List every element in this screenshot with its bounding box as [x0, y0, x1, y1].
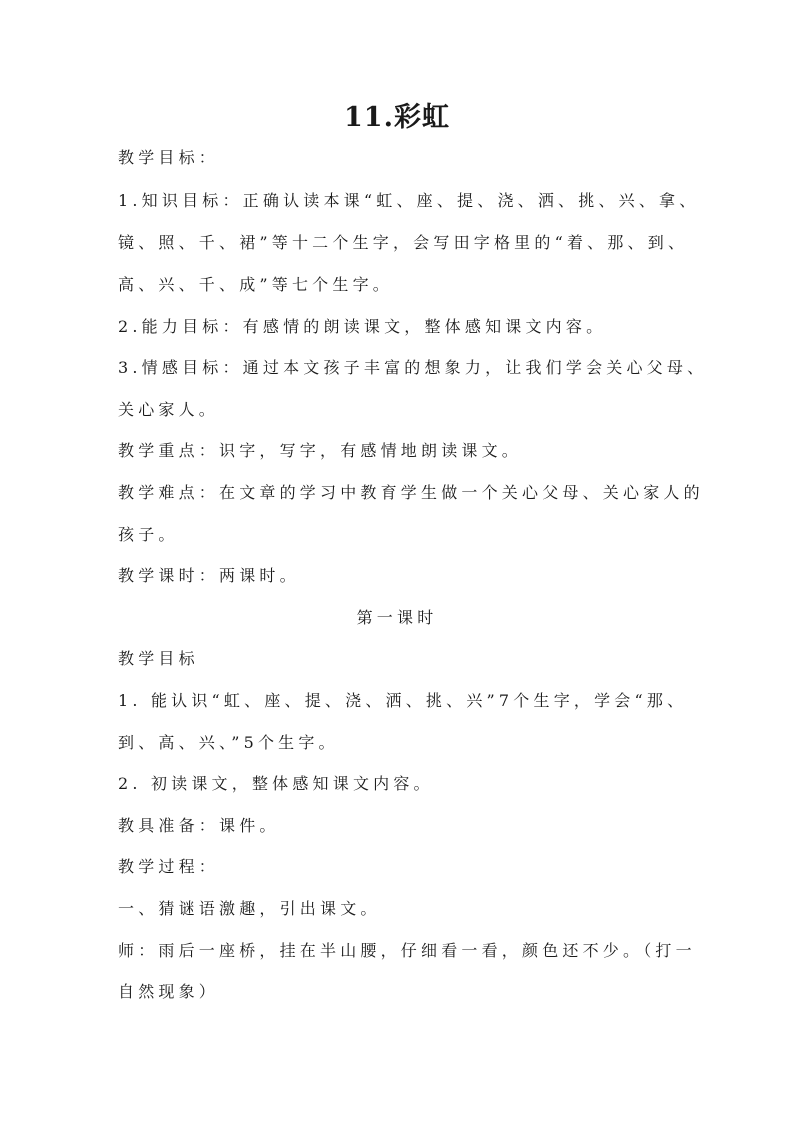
paragraph-line: 2.能力目标：有感情的朗读课文，整体感知课文内容。	[118, 317, 607, 336]
teaching-process-heading: 教学过程：	[118, 857, 220, 876]
paragraph-line: 自然现象）	[118, 982, 220, 1001]
paragraph-line: 高、兴、千、成”等七个生字。	[118, 275, 393, 294]
teaching-goals-heading: 教学目标：	[118, 148, 220, 167]
section-heading: 第一课时	[356, 608, 438, 627]
teaching-goals-heading: 教学目标	[118, 649, 199, 668]
paragraph-line: 关心家人。	[118, 400, 220, 419]
paragraph-line: 师：雨后一座桥，挂在半山腰，仔细看一看，颜色还不少。（打一	[118, 941, 696, 960]
paragraph-line: 到、高、兴、”5个生字。	[118, 733, 339, 752]
document-title: 11.彩虹	[344, 102, 450, 133]
paragraph-line: 镜、照、千、裙”等十二个生字，会写田字格里的“着、那、到、	[118, 233, 689, 252]
teaching-periods: 教学课时：两课时。	[118, 566, 300, 585]
paragraph-line: 孩子。	[118, 525, 179, 544]
teaching-difficulty: 教学难点：在文章的学习中教育学生做一个关心父母、关心家人的	[118, 483, 704, 502]
step-heading: 一、猜谜语激趣，引出课文。	[118, 899, 381, 918]
paragraph-line: 1.知识目标：正确认读本课“虹、座、提、浇、洒、挑、兴、拿、	[118, 191, 700, 210]
paragraph-line: 2. 初读课文，整体感知课文内容。	[118, 774, 434, 793]
teaching-aids: 教具准备：课件。	[118, 816, 280, 835]
paragraph-line: 1. 能认识“虹、座、提、浇、洒、挑、兴”7个生字，学会“那、	[118, 691, 688, 710]
teaching-focus: 教学重点：识字，写字，有感情地朗读课文。	[118, 441, 523, 460]
paragraph-line: 3.情感目标：通过本文孩子丰富的想象力，让我们学会关心父母、	[118, 358, 708, 377]
